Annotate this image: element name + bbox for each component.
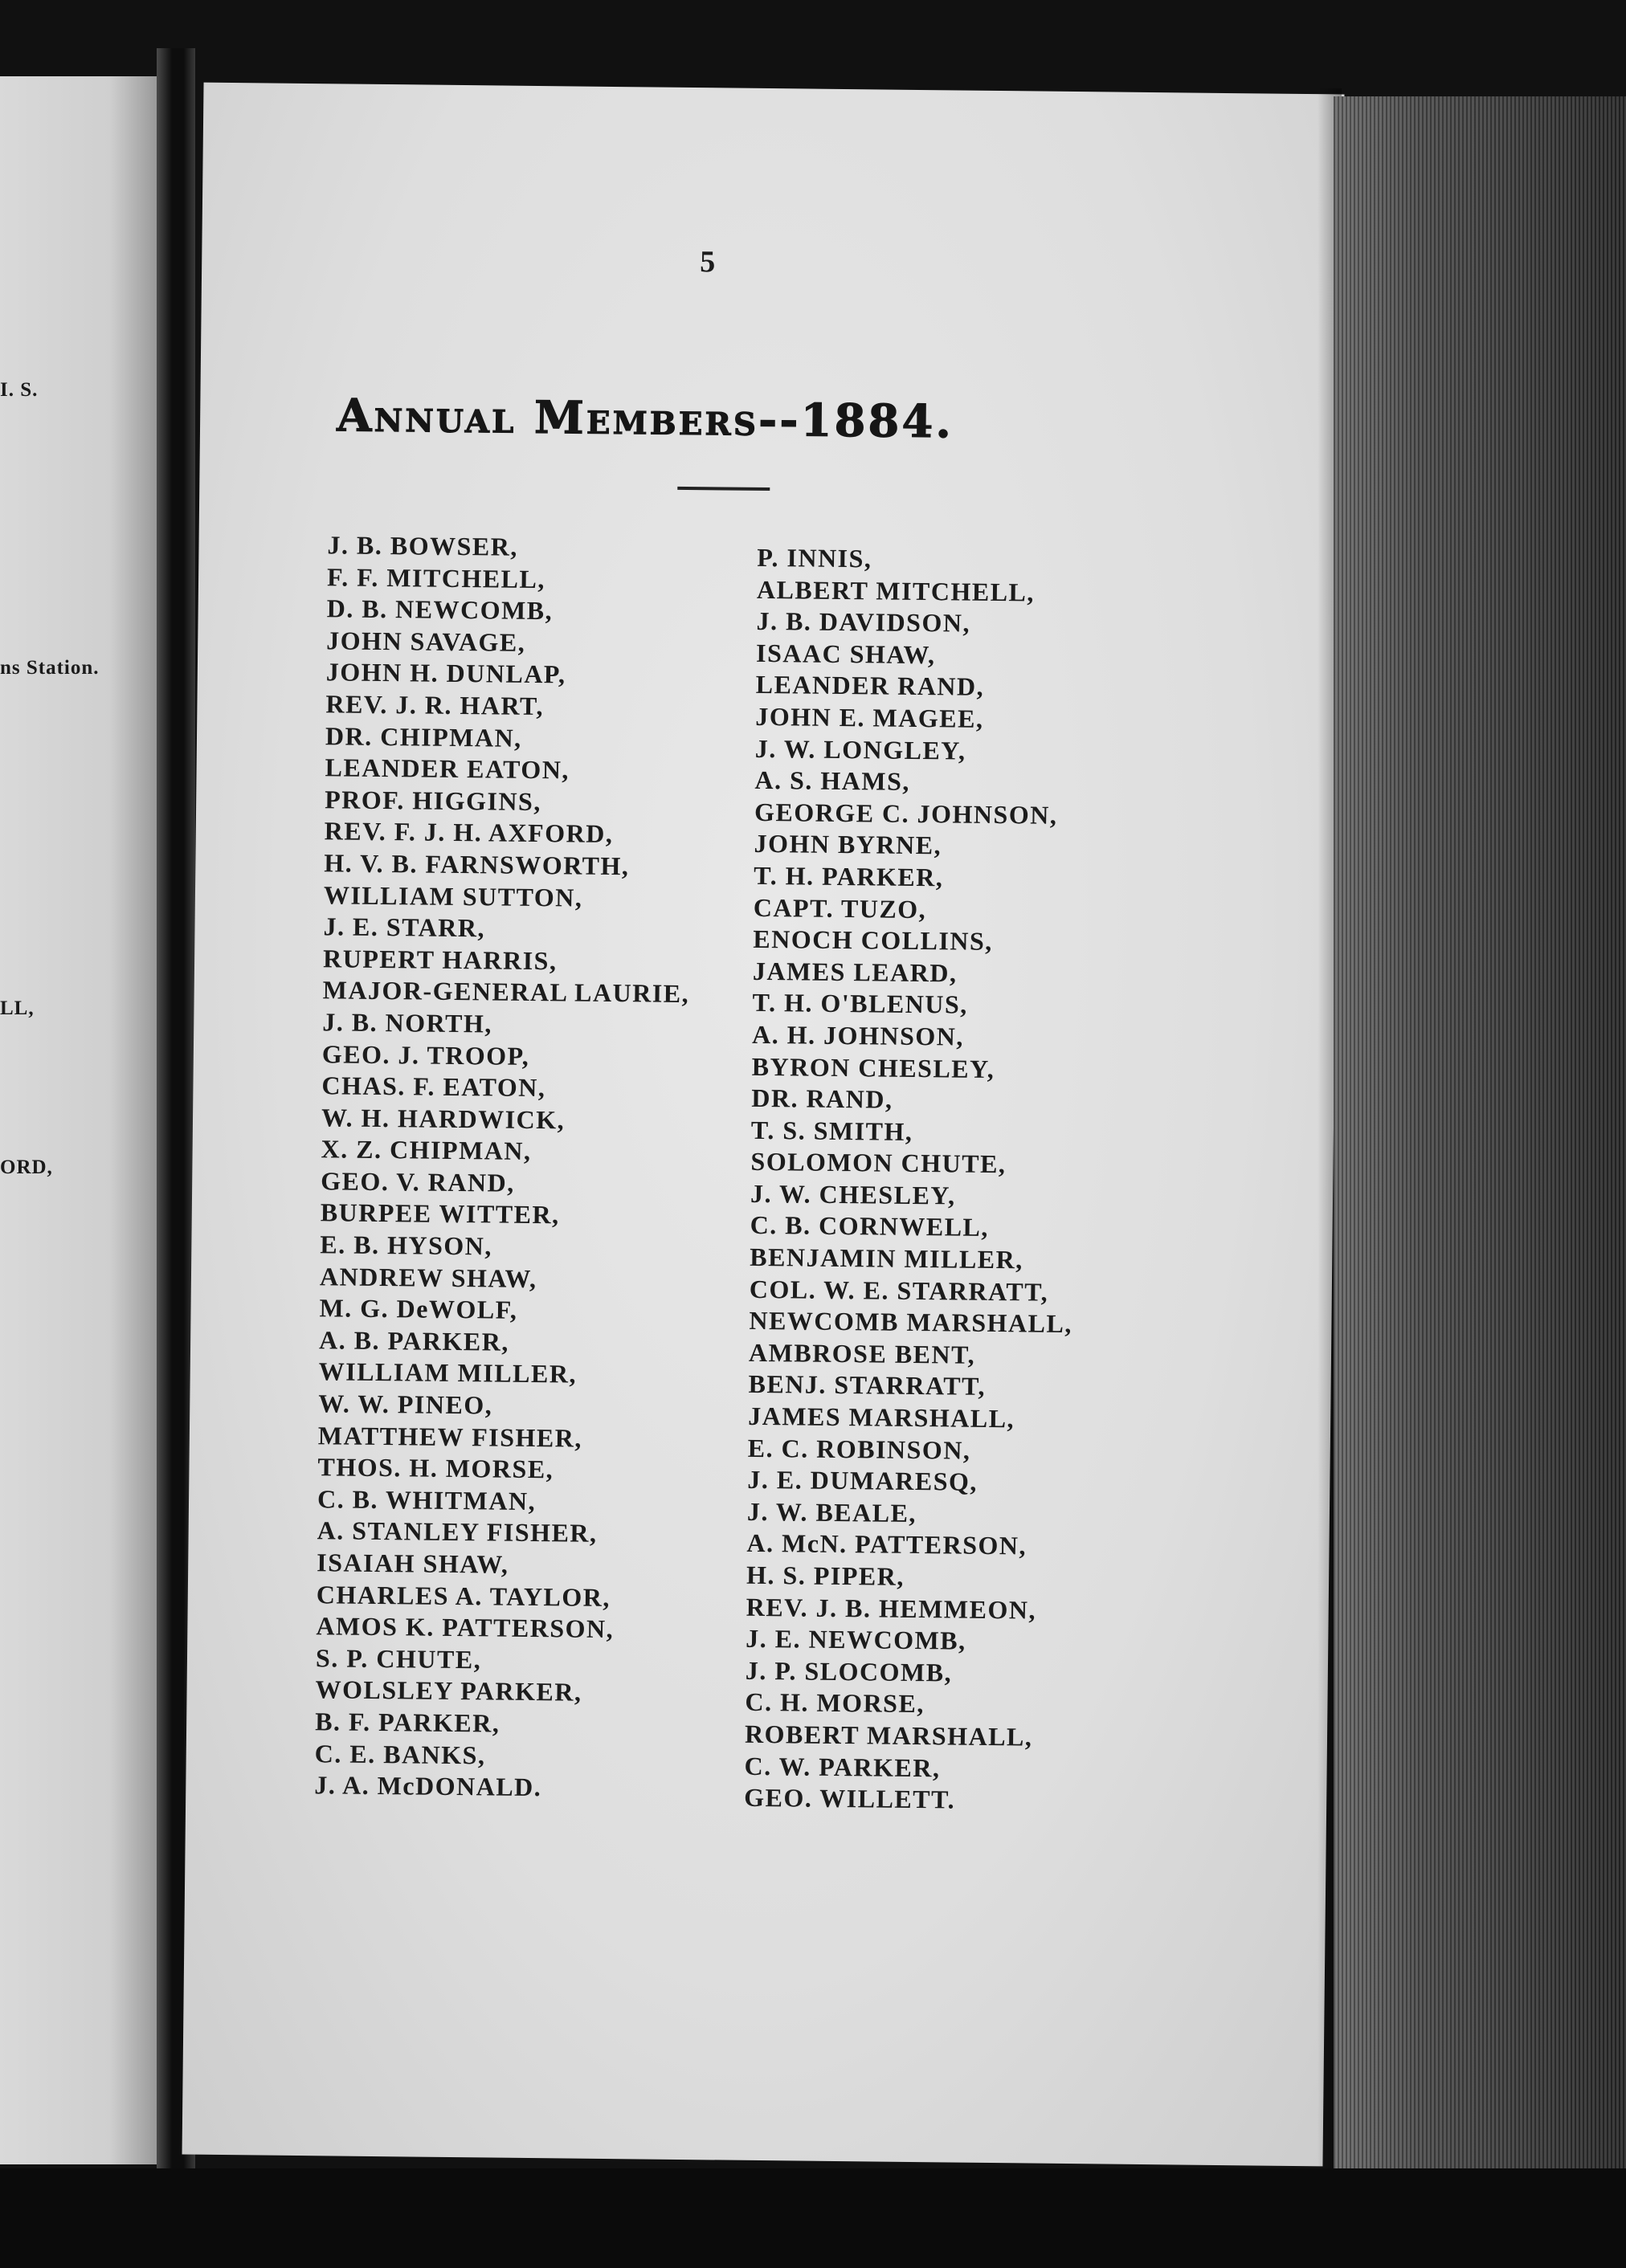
member-name: J. W. LONGLEY, (754, 733, 966, 765)
member-name: J. E. STARR, (323, 912, 486, 943)
member-name: C. B. CORNWELL, (750, 1210, 990, 1242)
members-left-column (314, 529, 694, 1805)
member-name: ISAIAH SHAW, (317, 1548, 509, 1579)
member-name: M. G. DeWOLF, (319, 1293, 518, 1325)
member-name: JOHN H. DUNLAP, (325, 657, 566, 689)
member-name: J. B. BOWSER, (327, 530, 519, 561)
left-page-text: ORD, (0, 1156, 53, 1178)
heading-rule (677, 487, 770, 491)
page-number: 5 (700, 245, 716, 279)
member-name: ENOCH COLLINS, (753, 924, 993, 957)
member-name: C. H. MORSE, (745, 1687, 925, 1719)
member-name: T. H. O'BLENUS, (752, 988, 968, 1019)
member-name: GEO. V. RAND, (321, 1166, 515, 1197)
member-name: E. C. ROBINSON, (747, 1433, 971, 1465)
member-name: SOLOMON CHUTE, (750, 1147, 1007, 1179)
left-page-text: ns Station. (0, 657, 100, 679)
member-name: A. STANLEY FISHER, (317, 1515, 598, 1548)
member-name: J. W. BEALE, (746, 1496, 917, 1528)
member-name: WOLSLEY PARKER, (315, 1674, 582, 1707)
member-name: W. H. HARDWICK, (321, 1102, 566, 1135)
member-name: JOHN BYRNE, (754, 829, 942, 860)
member-name: LEANDER RAND, (755, 670, 985, 702)
member-name: D. B. NEWCOMB, (326, 594, 554, 626)
member-name: J. W. CHESLEY, (750, 1178, 956, 1210)
book-page (182, 83, 1345, 2167)
member-name: H. V. B. FARNSWORTH, (324, 848, 630, 881)
member-name: MATTHEW FISHER, (317, 1420, 583, 1453)
member-name: BENJAMIN MILLER, (750, 1242, 1023, 1275)
member-name: A. S. HAMS, (754, 765, 911, 797)
bottom-shadow (0, 2168, 1626, 2268)
member-name: JOHN SAVAGE, (326, 626, 526, 657)
member-name: ISAAC SHAW, (755, 638, 936, 669)
member-name: PROF. HIGGINS, (325, 785, 542, 816)
member-name: J. P. SLOCOMB, (745, 1655, 953, 1687)
member-name: JAMES MARSHALL, (748, 1401, 1015, 1434)
member-name: B. F. PARKER, (314, 1707, 500, 1738)
member-name: CAPT. TUZO, (753, 892, 927, 924)
member-name: S. P. CHUTE, (315, 1642, 482, 1674)
left-page-text: I. S. (0, 379, 39, 401)
member-name: CHARLES A. TAYLOR, (316, 1579, 611, 1612)
member-name: J. A. McDONALD. (314, 1770, 542, 1802)
member-name: H. S. PIPER, (746, 1560, 905, 1591)
member-name: ALBERT MITCHELL, (756, 574, 1036, 607)
member-name: ROBERT MARSHALL, (744, 1719, 1033, 1752)
member-name: THOS. H. MORSE, (317, 1452, 554, 1484)
member-name: J. B. DAVIDSON, (756, 606, 971, 638)
member-name: RUPERT HARRIS, (322, 943, 558, 976)
member-name: J. E. NEWCOMB, (746, 1623, 966, 1655)
member-name: DR. RAND, (751, 1083, 893, 1114)
member-name: J. B. NORTH, (322, 1007, 493, 1038)
member-name: W. W. PINEO, (318, 1389, 493, 1420)
member-name: AMOS K. PATTERSON, (316, 1611, 615, 1644)
member-name: DR. CHIPMAN, (325, 720, 522, 753)
member-name: WILLIAM MILLER, (318, 1356, 578, 1389)
member-name: BURPEE WITTER, (320, 1197, 560, 1230)
member-name: BYRON CHESLEY, (751, 1051, 995, 1083)
member-name: C. E. BANKS, (314, 1738, 486, 1769)
member-name: REV. J. R. HART, (325, 689, 545, 721)
member-name: A. B. PARKER, (318, 1325, 510, 1356)
member-name: GEO. J. TROOP, (321, 1038, 530, 1071)
member-name: JOHN E. MAGEE, (755, 701, 984, 733)
member-name: C. B. WHITMAN, (317, 1484, 537, 1515)
member-name: AMBROSE BENT, (748, 1337, 976, 1369)
member-name: F. F. MITCHELL, (326, 561, 546, 594)
member-name: JAMES LEARD, (752, 956, 958, 988)
member-name: P. INNIS, (757, 542, 872, 573)
left-page-text: LL, (0, 997, 35, 1019)
member-name: MAJOR-GENERAL LAURIE, (322, 975, 690, 1009)
member-name: A. H. JOHNSON, (751, 1019, 965, 1051)
member-name: NEWCOMB MARSHALL, (749, 1306, 1073, 1339)
member-name: BENJ. STARRATT, (748, 1369, 987, 1401)
member-name: LEANDER EATON, (325, 753, 570, 785)
member-name: C. W. PARKER, (744, 1751, 941, 1782)
member-name: X. Z. CHIPMAN, (321, 1134, 532, 1166)
previous-page-fragment (0, 76, 157, 2164)
member-name: CHAS. F. EATON, (321, 1071, 546, 1103)
member-name: ANDREW SHAW, (319, 1261, 537, 1293)
member-name: T. S. SMITH, (750, 1115, 913, 1146)
book-page-block-edge (1334, 96, 1626, 2268)
member-name: COL. W. E. STARRATT, (749, 1274, 1049, 1307)
member-name: REV. F. J. H. AXFORD, (324, 816, 614, 849)
page-heading: Annual Members--1884. (336, 389, 954, 449)
member-name: REV. J. B. HEMMEON, (746, 1592, 1037, 1625)
member-name: A. McN. PATTERSON, (746, 1528, 1027, 1560)
members-right-column (744, 542, 1081, 1817)
member-name: T. H. PARKER, (754, 860, 944, 892)
member-name: E. B. HYSON, (320, 1230, 493, 1261)
member-name: GEO. WILLETT. (744, 1782, 956, 1814)
member-name: GEORGE C. JOHNSON, (754, 797, 1058, 830)
member-name: WILLIAM SUTTON, (323, 879, 583, 912)
member-name: J. E. DUMARESQ, (747, 1465, 978, 1497)
